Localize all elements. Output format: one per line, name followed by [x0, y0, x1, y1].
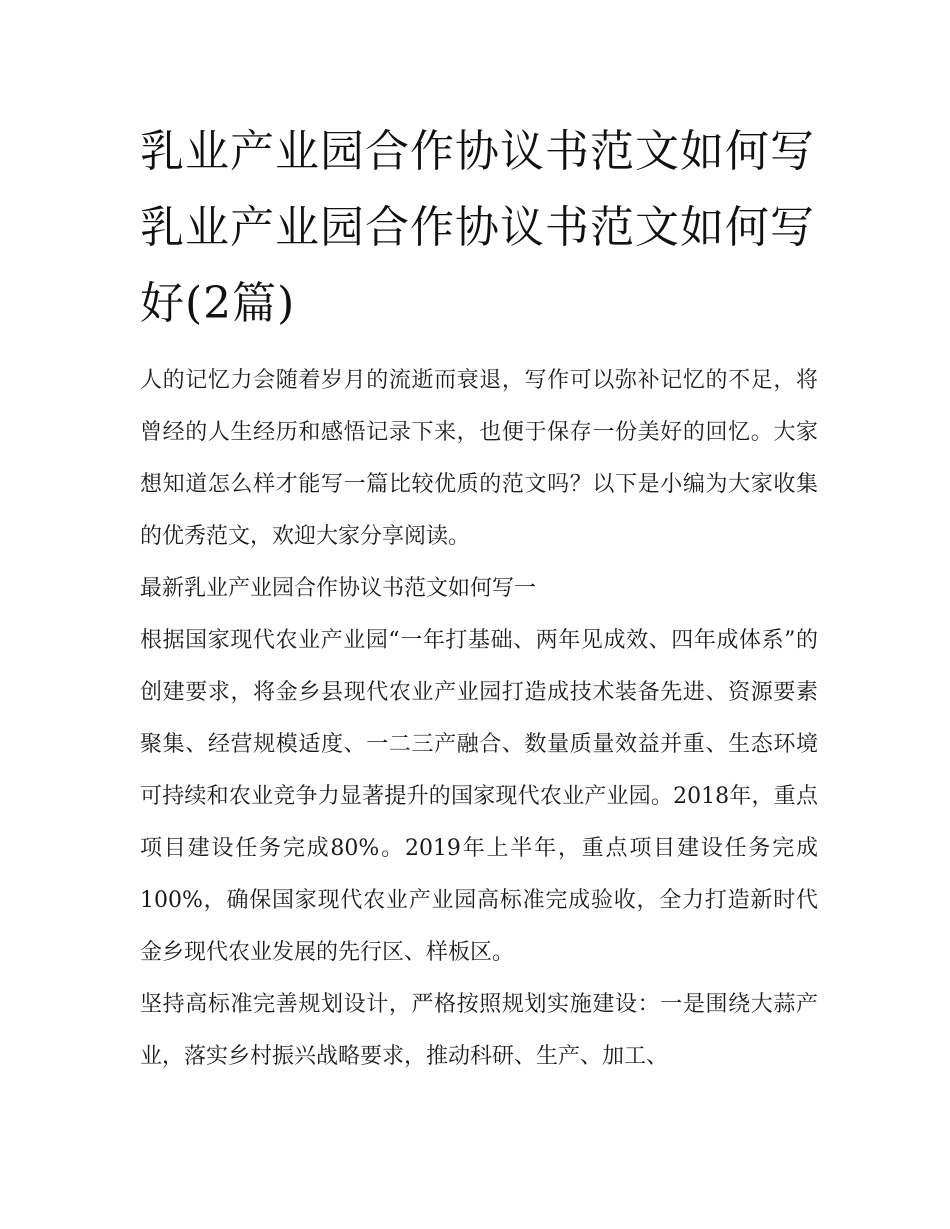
intro-paragraph: 人的记忆力会随着岁月的流逝而衰退，写作可以弥补记忆的不足，将曾经的人生经历和感悟记录下来，也便于保存一份美好的回忆。大家想知道怎么样才能写一篇比较优质的范文吗？以下是小编为大家收集的优秀范文，欢迎大家分享阅读。: [140, 368, 818, 549]
section-heading: 最新乳业产业园合作协议书范文如何写一: [140, 576, 537, 601]
document-title: 乳业产业园合作协议书范文如何写 乳业产业园合作协议书范文如何写好(2篇): [140, 126, 815, 329]
document-body: [140, 355, 818, 1083]
body-paragraph: 根据国家现代农业产业园“一年打基础、两年见成效、四年成体系”的创建要求，将金乡县现代农业产业园打造成技术装备先进、资源要素聚集、经营规模适度、一二三产融合、数量质量效益并重、生态环境可持续和农业竞争力显著提升的国家现代农业产业园。2018年，重点项目建设任务完成80%。2019年上半年，重点项目建设任务完成100%，确保国家现代农业产业园高标准完成验收，全力打造新时代金乡现代农业发展的先行区、样板区。: [140, 628, 818, 965]
body-paragraph: 坚持高标准完善规划设计，严格按照规划实施建设：一是围绕大蒜产业，落实乡村振兴战略要求，推动科研、生产、加工、: [140, 992, 818, 1069]
